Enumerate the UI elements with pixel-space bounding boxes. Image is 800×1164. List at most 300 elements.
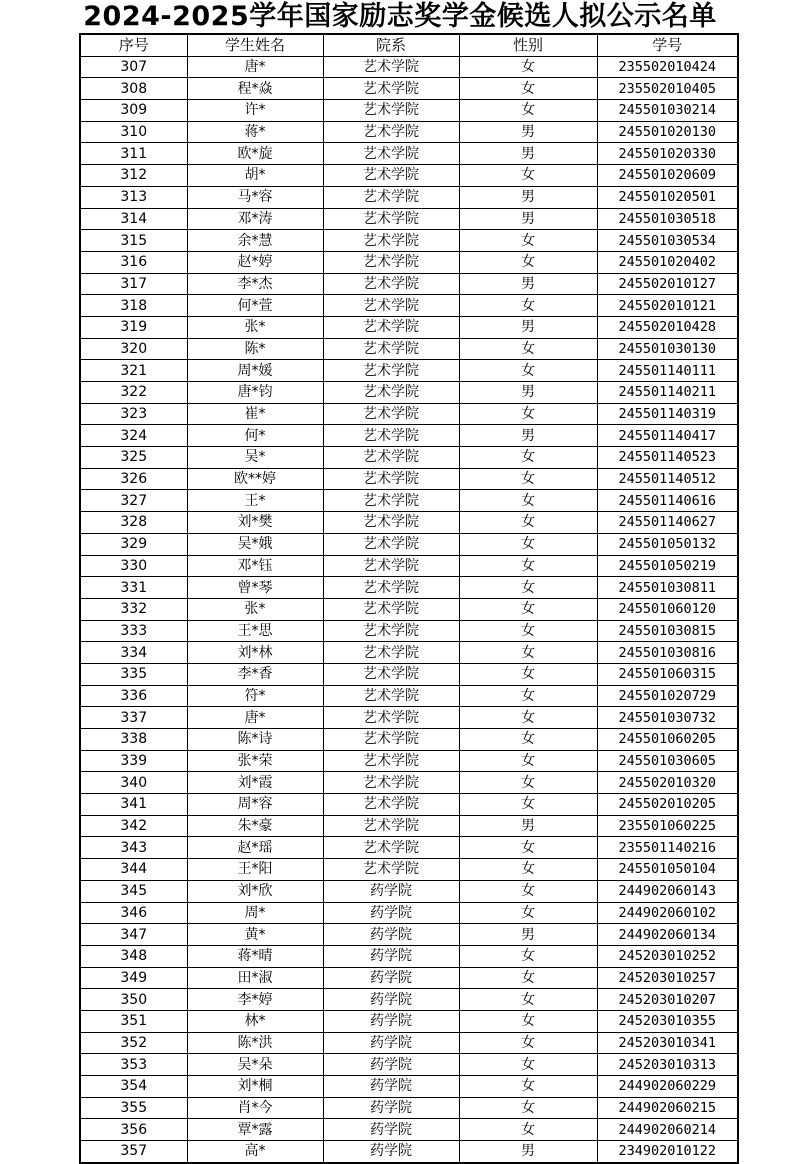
cell-college: 药学院 [323,1076,459,1098]
cell-student-id: 244902060214 [597,1119,738,1141]
cell-student-id: 245501020609 [597,165,738,187]
cell-student-name: 唐*钧 [187,382,323,404]
cell-student-name: 欧**婷 [187,468,323,490]
cell-student-id: 245501050132 [597,533,738,555]
table-row [80,729,738,751]
cell-student-id: 244902060229 [597,1076,738,1098]
cell-student-name: 陈*诗 [187,729,323,751]
cell-student-id: 245501020402 [597,251,738,273]
cell-gender: 男 [459,273,597,295]
cell-seq: 342 [80,815,187,837]
cell-gender: 女 [459,403,597,425]
cell-college: 药学院 [323,902,459,924]
table-row [80,1141,738,1163]
cell-student-id: 245501030534 [597,230,738,252]
cell-gender: 女 [459,902,597,924]
cell-gender: 女 [459,859,597,881]
cell-student-name: 许* [187,100,323,122]
cell-seq: 354 [80,1076,187,1098]
cell-seq: 353 [80,1054,187,1076]
table-row [80,989,738,1011]
cell-student-id: 245501140417 [597,425,738,447]
table-body [80,56,738,1163]
cell-student-id: 245203010252 [597,945,738,967]
cell-student-id: 235502010405 [597,78,738,100]
cell-seq: 355 [80,1097,187,1119]
cell-student-id: 245502010121 [597,295,738,317]
cell-student-name: 余*慧 [187,230,323,252]
cell-college: 药学院 [323,1054,459,1076]
cell-student-id: 245203010313 [597,1054,738,1076]
cell-college: 艺术学院 [323,620,459,642]
table-row [80,208,738,230]
cell-student-name: 符* [187,685,323,707]
cell-college: 药学院 [323,1032,459,1054]
cell-gender: 男 [459,208,597,230]
cell-college: 艺术学院 [323,143,459,165]
table-row [80,945,738,967]
cell-student-id: 245203010257 [597,967,738,989]
table-row [80,1097,738,1119]
cell-seq: 339 [80,750,187,772]
cell-student-name: 马*容 [187,186,323,208]
cell-gender: 女 [459,56,597,78]
cell-college: 艺术学院 [323,165,459,187]
cell-gender: 男 [459,316,597,338]
table-row [80,555,738,577]
cell-college: 艺术学院 [323,208,459,230]
cell-seq: 334 [80,642,187,664]
cell-seq: 333 [80,620,187,642]
cell-gender: 女 [459,598,597,620]
cell-college: 药学院 [323,1010,459,1032]
cell-college: 艺术学院 [323,468,459,490]
cell-college: 艺术学院 [323,685,459,707]
cell-student-id: 244902060215 [597,1097,738,1119]
cell-student-id: 245502010428 [597,316,738,338]
header-name: 学生姓名 [187,34,323,56]
table-row [80,924,738,946]
cell-student-id: 235501140216 [597,837,738,859]
cell-seq: 310 [80,121,187,143]
cell-seq: 338 [80,729,187,751]
table-row [80,1032,738,1054]
table-row [80,316,738,338]
table-row [80,295,738,317]
cell-gender: 女 [459,577,597,599]
cell-seq: 323 [80,403,187,425]
cell-student-name: 曾*琴 [187,577,323,599]
table-row [80,815,738,837]
table-row [80,338,738,360]
cell-college: 艺术学院 [323,837,459,859]
cell-gender: 女 [459,251,597,273]
cell-student-name: 赵*婷 [187,251,323,273]
cell-gender: 男 [459,815,597,837]
table-row [80,859,738,881]
header-student-id: 学号 [597,34,738,56]
cell-gender: 男 [459,143,597,165]
cell-student-id: 245501050104 [597,859,738,881]
cell-student-name: 王*阳 [187,859,323,881]
cell-student-id: 245501060205 [597,729,738,751]
cell-seq: 308 [80,78,187,100]
cell-college: 艺术学院 [323,512,459,534]
cell-seq: 326 [80,468,187,490]
table-row [80,794,738,816]
cell-gender: 女 [459,685,597,707]
cell-student-name: 田*淑 [187,967,323,989]
table-row [80,425,738,447]
cell-seq: 335 [80,663,187,685]
cell-seq: 352 [80,1032,187,1054]
table-row [80,750,738,772]
table-row [80,273,738,295]
cell-gender: 女 [459,794,597,816]
cell-seq: 314 [80,208,187,230]
cell-student-id: 245501020501 [597,186,738,208]
cell-gender: 女 [459,555,597,577]
cell-student-name: 高* [187,1141,323,1163]
cell-college: 艺术学院 [323,750,459,772]
cell-gender: 女 [459,663,597,685]
cell-gender: 男 [459,1141,597,1163]
table-row [80,663,738,685]
table-row [80,78,738,100]
cell-seq: 344 [80,859,187,881]
cell-gender: 女 [459,533,597,555]
cell-gender: 女 [459,78,597,100]
cell-student-name: 陈*洪 [187,1032,323,1054]
cell-student-id: 245501020729 [597,685,738,707]
table-row [80,56,738,78]
table-row [80,360,738,382]
cell-gender: 女 [459,165,597,187]
cell-student-name: 黄* [187,924,323,946]
cell-seq: 340 [80,772,187,794]
cell-college: 药学院 [323,967,459,989]
cell-gender: 女 [459,468,597,490]
cell-college: 药学院 [323,1119,459,1141]
cell-student-name: 唐* [187,56,323,78]
table-row [80,1076,738,1098]
cell-college: 艺术学院 [323,772,459,794]
table-row [80,230,738,252]
cell-student-name: 刘*林 [187,642,323,664]
cell-seq: 348 [80,945,187,967]
cell-seq: 315 [80,230,187,252]
cell-student-name: 张*荣 [187,750,323,772]
cell-gender: 女 [459,1054,597,1076]
cell-seq: 324 [80,425,187,447]
cell-student-id: 245501030605 [597,750,738,772]
table-row [80,1010,738,1032]
cell-college: 艺术学院 [323,121,459,143]
cell-seq: 318 [80,295,187,317]
header-seq: 序号 [80,34,187,56]
cell-seq: 350 [80,989,187,1011]
table-row [80,533,738,555]
table-row [80,598,738,620]
cell-college: 艺术学院 [323,642,459,664]
candidate-table [79,33,739,1164]
cell-college: 艺术学院 [323,295,459,317]
cell-college: 艺术学院 [323,382,459,404]
header-college: 院系 [323,34,459,56]
cell-college: 艺术学院 [323,490,459,512]
cell-seq: 307 [80,56,187,78]
cell-student-id: 245501030815 [597,620,738,642]
cell-seq: 319 [80,316,187,338]
cell-gender: 男 [459,121,597,143]
cell-student-id: 245501020330 [597,143,738,165]
cell-student-name: 陈* [187,338,323,360]
cell-college: 艺术学院 [323,794,459,816]
cell-student-name: 刘*欣 [187,880,323,902]
cell-student-name: 王* [187,490,323,512]
cell-student-id: 245501140627 [597,512,738,534]
cell-student-id: 245203010207 [597,989,738,1011]
cell-student-id: 245501140512 [597,468,738,490]
cell-student-id: 245501060120 [597,598,738,620]
cell-gender: 女 [459,1010,597,1032]
cell-student-name: 刘*霞 [187,772,323,794]
cell-gender: 女 [459,837,597,859]
cell-college: 艺术学院 [323,555,459,577]
cell-student-name: 吴*娥 [187,533,323,555]
cell-gender: 女 [459,1097,597,1119]
cell-college: 艺术学院 [323,273,459,295]
table-row [80,382,738,404]
cell-college: 药学院 [323,1141,459,1163]
cell-student-name: 蒋* [187,121,323,143]
cell-gender: 女 [459,750,597,772]
cell-gender: 女 [459,230,597,252]
cell-gender: 女 [459,360,597,382]
cell-student-id: 245501060315 [597,663,738,685]
table-row [80,1054,738,1076]
cell-college: 药学院 [323,924,459,946]
cell-college: 艺术学院 [323,447,459,469]
cell-student-name: 吴*朵 [187,1054,323,1076]
cell-student-name: 肖*今 [187,1097,323,1119]
cell-gender: 女 [459,1119,597,1141]
cell-student-name: 刘*桐 [187,1076,323,1098]
cell-college: 艺术学院 [323,78,459,100]
cell-seq: 327 [80,490,187,512]
cell-gender: 女 [459,512,597,534]
cell-gender: 男 [459,425,597,447]
cell-seq: 347 [80,924,187,946]
header-gender: 性别 [459,34,597,56]
table-row [80,685,738,707]
table-row [80,837,738,859]
cell-seq: 349 [80,967,187,989]
table-row [80,577,738,599]
cell-student-id: 245501030214 [597,100,738,122]
cell-student-id: 245501140523 [597,447,738,469]
cell-seq: 328 [80,512,187,534]
cell-student-name: 李*杰 [187,273,323,295]
cell-seq: 329 [80,533,187,555]
cell-college: 艺术学院 [323,338,459,360]
cell-student-name: 周*媛 [187,360,323,382]
table-row [80,403,738,425]
cell-seq: 346 [80,902,187,924]
table-row [80,251,738,273]
cell-student-name: 林* [187,1010,323,1032]
cell-seq: 309 [80,100,187,122]
cell-student-name: 吴* [187,447,323,469]
cell-student-id: 245502010320 [597,772,738,794]
cell-student-id: 235501060225 [597,815,738,837]
cell-seq: 332 [80,598,187,620]
cell-college: 艺术学院 [323,707,459,729]
cell-student-name: 李*香 [187,663,323,685]
cell-college: 艺术学院 [323,316,459,338]
cell-college: 艺术学院 [323,598,459,620]
cell-student-name: 何*萱 [187,295,323,317]
cell-gender: 女 [459,880,597,902]
cell-student-id: 245502010127 [597,273,738,295]
cell-college: 艺术学院 [323,859,459,881]
cell-seq: 320 [80,338,187,360]
cell-gender: 女 [459,772,597,794]
cell-student-id: 245501140211 [597,382,738,404]
cell-student-id: 245501020130 [597,121,738,143]
cell-gender: 女 [459,1032,597,1054]
cell-college: 艺术学院 [323,360,459,382]
cell-seq: 336 [80,685,187,707]
cell-student-name: 邓*涛 [187,208,323,230]
cell-student-name: 蒋*晴 [187,945,323,967]
cell-gender: 女 [459,338,597,360]
cell-seq: 316 [80,251,187,273]
table-row [80,1119,738,1141]
cell-student-name: 邓*钰 [187,555,323,577]
cell-college: 药学院 [323,989,459,1011]
cell-student-name: 朱*豪 [187,815,323,837]
cell-student-id: 245501030816 [597,642,738,664]
table-row [80,512,738,534]
cell-college: 艺术学院 [323,251,459,273]
table-row [80,642,738,664]
cell-student-id: 245502010205 [597,794,738,816]
cell-college: 艺术学院 [323,663,459,685]
cell-student-id: 245501030130 [597,338,738,360]
cell-seq: 322 [80,382,187,404]
cell-student-name: 程*焱 [187,78,323,100]
table-row [80,186,738,208]
cell-seq: 356 [80,1119,187,1141]
cell-college: 艺术学院 [323,425,459,447]
table-row [80,772,738,794]
cell-student-id: 244902060102 [597,902,738,924]
cell-gender: 男 [459,186,597,208]
cell-gender: 女 [459,1076,597,1098]
cell-seq: 351 [80,1010,187,1032]
cell-gender: 女 [459,295,597,317]
cell-student-id: 245203010341 [597,1032,738,1054]
table-row [80,967,738,989]
table-header-row [80,34,738,56]
cell-gender: 男 [459,924,597,946]
cell-gender: 女 [459,620,597,642]
cell-student-name: 王*思 [187,620,323,642]
cell-student-name: 唐* [187,707,323,729]
cell-college: 艺术学院 [323,100,459,122]
cell-seq: 330 [80,555,187,577]
table-row [80,707,738,729]
cell-student-name: 赵*瑶 [187,837,323,859]
cell-seq: 325 [80,447,187,469]
cell-college: 艺术学院 [323,815,459,837]
cell-seq: 337 [80,707,187,729]
cell-seq: 311 [80,143,187,165]
table-row [80,902,738,924]
table-row [80,620,738,642]
cell-student-name: 覃*露 [187,1119,323,1141]
table-row [80,143,738,165]
table-row [80,121,738,143]
cell-student-id: 245501030732 [597,707,738,729]
cell-student-id: 245501030518 [597,208,738,230]
cell-student-name: 刘*樊 [187,512,323,534]
cell-student-name: 周* [187,902,323,924]
cell-student-id: 245203010355 [597,1010,738,1032]
cell-gender: 女 [459,967,597,989]
cell-gender: 女 [459,989,597,1011]
cell-seq: 313 [80,186,187,208]
cell-college: 艺术学院 [323,577,459,599]
cell-student-id: 235502010424 [597,56,738,78]
cell-college: 药学院 [323,1097,459,1119]
cell-student-name: 张* [187,316,323,338]
cell-student-name: 胡* [187,165,323,187]
cell-seq: 321 [80,360,187,382]
cell-college: 艺术学院 [323,533,459,555]
cell-gender: 女 [459,447,597,469]
cell-student-id: 245501030811 [597,577,738,599]
cell-seq: 317 [80,273,187,295]
cell-gender: 男 [459,382,597,404]
page-title: 2024-2025学年国家励志奖学金候选人拟公示名单 [83,1,717,32]
table-row [80,100,738,122]
cell-gender: 女 [459,945,597,967]
table-row [80,468,738,490]
cell-college: 艺术学院 [323,56,459,78]
cell-student-id: 234902010122 [597,1141,738,1163]
cell-student-name: 崔* [187,403,323,425]
cell-gender: 女 [459,100,597,122]
cell-seq: 343 [80,837,187,859]
cell-seq: 312 [80,165,187,187]
cell-college: 艺术学院 [323,403,459,425]
table-row [80,447,738,469]
cell-student-name: 欧*旋 [187,143,323,165]
cell-student-id: 245501140616 [597,490,738,512]
cell-seq: 345 [80,880,187,902]
cell-college: 药学院 [323,945,459,967]
cell-student-id: 244902060134 [597,924,738,946]
cell-college: 艺术学院 [323,186,459,208]
cell-student-name: 张* [187,598,323,620]
table-row [80,490,738,512]
cell-seq: 341 [80,794,187,816]
cell-gender: 女 [459,490,597,512]
table-row [80,880,738,902]
cell-student-id: 245501050219 [597,555,738,577]
